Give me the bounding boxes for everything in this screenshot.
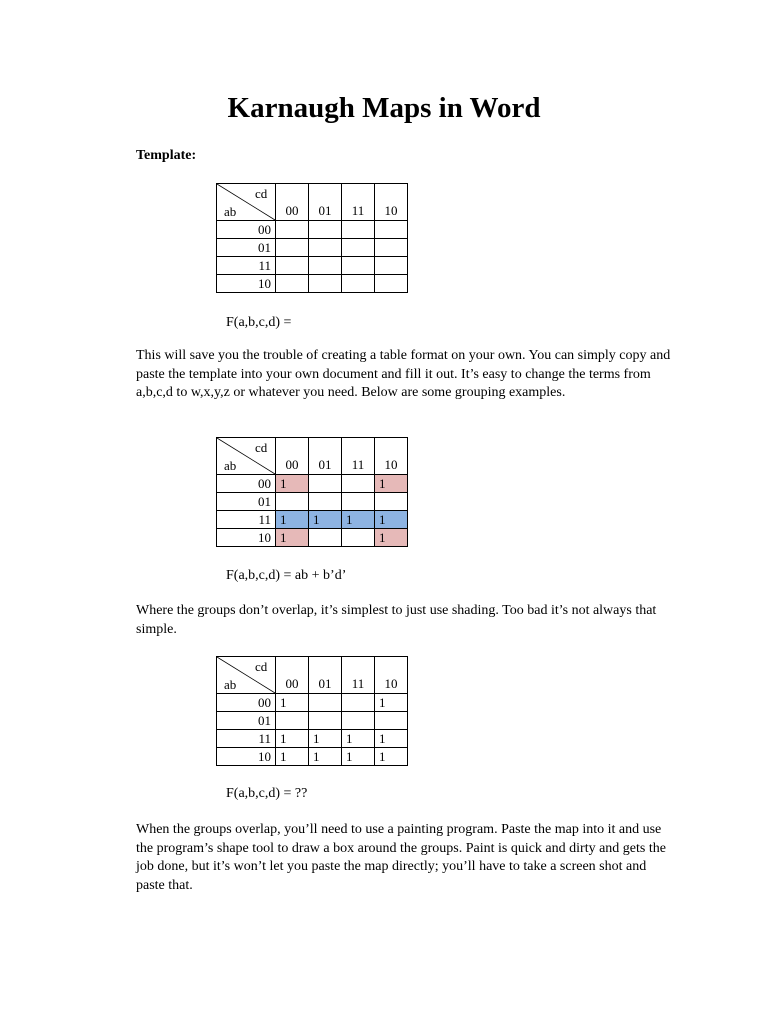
kmap-cell [342, 257, 375, 275]
kmap-col-header: 10 [375, 657, 408, 694]
kmap-row [217, 730, 408, 748]
kmap-cell [342, 493, 375, 511]
formula-overlap-example: F(a,b,c,d) = ?? [226, 786, 308, 801]
kmap-col-header: 01 [309, 438, 342, 475]
formula-shaded-example: F(a,b,c,d) = ab + b’d’ [226, 568, 347, 583]
kmap-col-header: 10 [375, 184, 408, 221]
kmap-row-header: 10 [217, 275, 276, 293]
paragraph-shading: Where the groups don’t overlap, it’s simplest to just use shading. Too bad it’s not always that simple. [136, 603, 657, 637]
kmap-cell: 1 [276, 529, 309, 547]
kmap-cell: 1 [309, 748, 342, 766]
kmap-cell [276, 712, 309, 730]
kmap-cell [309, 475, 342, 493]
kmap-cell: 1 [276, 511, 309, 529]
kmap-cell: 1 [342, 730, 375, 748]
kmap-row [217, 221, 408, 239]
kmap-corner [217, 657, 276, 694]
kmap-cell: 1 [276, 475, 309, 493]
kmap-row [217, 275, 408, 293]
kmap-cell [375, 239, 408, 257]
kmap-cell [375, 257, 408, 275]
template-label: Template: [136, 148, 197, 163]
kmap-cell [309, 275, 342, 293]
row-variable-label: ab [224, 677, 237, 692]
kmap-row [217, 257, 408, 275]
row-variable-label: ab [224, 204, 237, 219]
kmap-cell [309, 257, 342, 275]
kmap-col-header: 00 [276, 438, 309, 475]
kmap-corner [217, 184, 276, 221]
col-variable-label: cd [255, 440, 268, 455]
kmap-cell: 1 [375, 748, 408, 766]
kmap-cell [309, 529, 342, 547]
kmap-header-row [217, 438, 408, 475]
kmap-cell [342, 275, 375, 293]
kmap-cell [375, 493, 408, 511]
kmap-row-header: 11 [217, 257, 276, 275]
kmap-cell: 1 [342, 511, 375, 529]
kmap-cell [342, 221, 375, 239]
kmap-cell [375, 275, 408, 293]
kmap-cell [309, 221, 342, 239]
kmap-row-header: 10 [217, 748, 276, 766]
kmap-cell [342, 475, 375, 493]
kmap-corner [217, 438, 276, 475]
kmap-cell: 1 [342, 748, 375, 766]
kmap-row [217, 511, 408, 529]
kmap-row-header: 00 [217, 694, 276, 712]
row-variable-label: ab [224, 458, 237, 473]
kmap-shaded-example [216, 437, 408, 547]
kmap-col-header: 00 [276, 184, 309, 221]
kmap-cell [276, 493, 309, 511]
kmap-template [216, 183, 408, 293]
kmap-col-header: 11 [342, 438, 375, 475]
kmap-row-header: 00 [217, 221, 276, 239]
kmap-cell: 1 [375, 529, 408, 547]
kmap-body [217, 657, 408, 766]
kmap-cell [276, 275, 309, 293]
kmap-row [217, 712, 408, 730]
kmap-cell: 1 [309, 730, 342, 748]
kmap-row [217, 475, 408, 493]
paragraph-overlap: When the groups overlap, you’ll need to use a painting program. Paste the map into it and use the program’s shape tool to draw a box around the groups. Paint is quick and dirty and gets the job done, but it’s won’t let you paste the map directly; you’ll have to take a screen shot and paste that. [136, 822, 666, 893]
kmap-cell: 1 [375, 730, 408, 748]
kmap-body [217, 438, 408, 547]
kmap-row-header: 01 [217, 239, 276, 257]
kmap-row-header: 11 [217, 511, 276, 529]
kmap-col-header: 11 [342, 184, 375, 221]
kmap-header-row [217, 184, 408, 221]
col-variable-label: cd [255, 186, 268, 201]
kmap-cell: 1 [309, 511, 342, 529]
kmap-row [217, 529, 408, 547]
kmap-cell: 1 [276, 748, 309, 766]
kmap-cell [342, 712, 375, 730]
kmap-cell [342, 239, 375, 257]
kmap-cell [276, 239, 309, 257]
kmap-cell [309, 493, 342, 511]
kmap-cell: 1 [375, 511, 408, 529]
page-title: Karnaugh Maps in Word [227, 92, 541, 124]
kmap-cell: 1 [276, 694, 309, 712]
kmap-row-header: 01 [217, 493, 276, 511]
paragraph-intro: This will save you the trouble of creating a table format on your own. You can simply copy and paste the template into your own document and fill it out. It’s easy to change the terms from a,b,c,d to w,x,y,z or whatever you need. Below are some grouping examples. [136, 348, 671, 400]
kmap-cell [342, 694, 375, 712]
kmap-cell: 1 [375, 475, 408, 493]
formula-template: F(a,b,c,d) = [226, 315, 292, 330]
kmap-row-header: 10 [217, 529, 276, 547]
kmap-col-header: 01 [309, 657, 342, 694]
col-variable-label: cd [255, 659, 268, 674]
kmap-cell: 1 [276, 730, 309, 748]
kmap-row-header: 11 [217, 730, 276, 748]
kmap-header-row [217, 657, 408, 694]
kmap-row [217, 694, 408, 712]
kmap-overlap-example [216, 656, 408, 766]
kmap-cell [375, 221, 408, 239]
kmap-cell [375, 712, 408, 730]
kmap-cell [309, 239, 342, 257]
kmap-row [217, 239, 408, 257]
kmap-body [217, 184, 408, 293]
kmap-row-header: 01 [217, 712, 276, 730]
kmap-cell: 1 [375, 694, 408, 712]
kmap-cell [276, 257, 309, 275]
kmap-row-header: 00 [217, 475, 276, 493]
kmap-col-header: 00 [276, 657, 309, 694]
kmap-cell [276, 221, 309, 239]
kmap-row [217, 493, 408, 511]
kmap-row [217, 748, 408, 766]
kmap-cell [342, 529, 375, 547]
kmap-cell [309, 712, 342, 730]
kmap-col-header: 01 [309, 184, 342, 221]
kmap-col-header: 10 [375, 438, 408, 475]
kmap-cell [309, 694, 342, 712]
kmap-col-header: 11 [342, 657, 375, 694]
